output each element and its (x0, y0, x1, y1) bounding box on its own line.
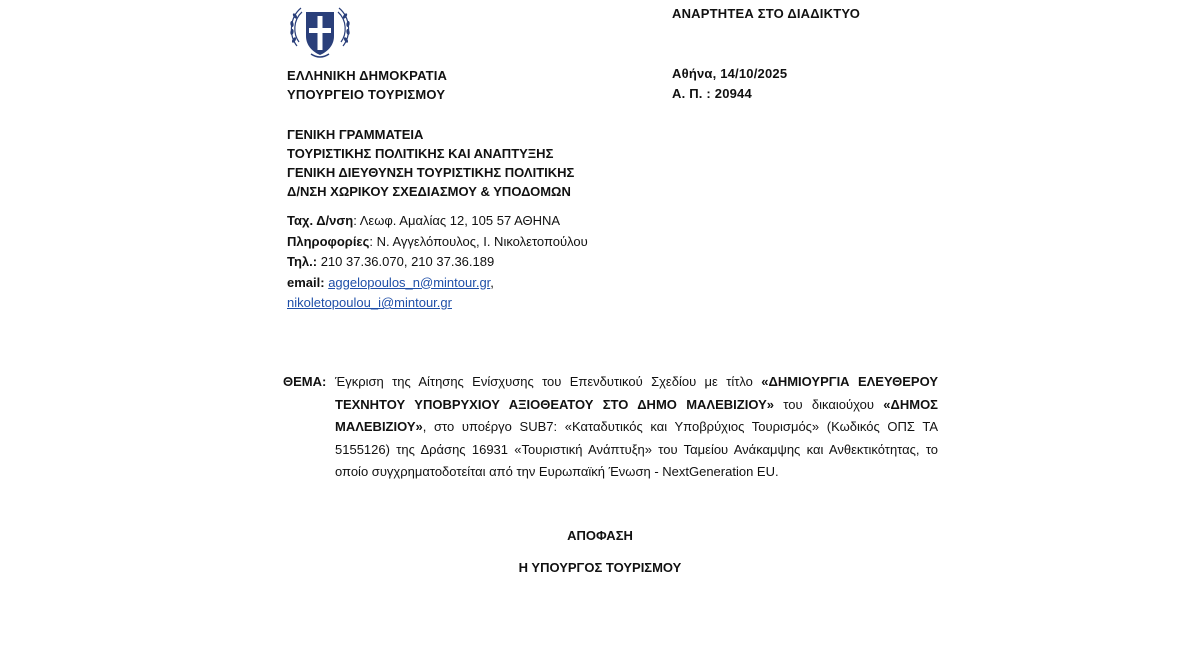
address-label: Ταχ. Δ/νση (287, 213, 354, 228)
posting-note: ΑΝΑΡΤΗΤΕΑ ΣΤΟ ΔΙΑΔΙΚΤΥΟ (672, 6, 861, 21)
department-line-2: ΤΟΥΡΙΣΤΙΚΗΣ ΠΟΛΙΤΙΚΗΣ ΚΑΙ ΑΝΑΠΤΥΞΗΣ (287, 146, 554, 161)
info-value: : Ν. Αγγελόπουλος, Ι. Νικολετοπούλου (369, 233, 588, 249)
email-line (287, 273, 588, 294)
subject-text-1: Έγκριση της Αίτησης Ενίσχυσης του Επενδυτικού Σχεδίου με τίτλο (335, 374, 762, 389)
ministry-name: ΥΠΟΥΡΓΕΙΟ ΤΟΥΡΙΣΜΟΥ (287, 87, 446, 102)
department-line-3: ΓΕΝΙΚΗ ΔΙΕΥΘΥΝΣΗ ΤΟΥΡΙΣΤΙΚΗΣ ΠΟΛΙΤΙΚΗΣ (287, 165, 575, 180)
email-separator: , (490, 274, 494, 290)
phone-label: Τηλ.: (287, 254, 318, 269)
subject-label: ΘΕΜΑ: (283, 374, 327, 389)
department-line-4: Δ/ΝΣΗ ΧΩΡΙΚΟΥ ΣΧΕΔΙΑΣΜΟΥ & ΥΠΟΔΟΜΩΝ (287, 184, 571, 199)
subject-beneficiary: «ΔΗΜΟΣ ΜΑΛΕΒΙΖΙΟΥ» (335, 396, 938, 434)
decision-title: ΑΠΟΦΑΣΗ (567, 528, 633, 543)
subject-paragraph (283, 371, 938, 484)
email-line-2 (287, 293, 588, 314)
phone-value: 210 37.36.070, 210 37.36.189 (317, 254, 495, 269)
greek-coat-of-arms-emblem (287, 2, 353, 62)
subject-text-3: , στο υποέργο SUB7: «Καταδυτικός και Υποβρύχιος Τουρισμός» (Κωδικός ΟΠΣ ΤΑ 5155126) της Δράσης 16931 «Τουριστική Ανάπτυξη» του Ταμείου Ανάκαμψης και Ανθεκτικότητας, το οποίο συγχρηματοδοτείται από την Ευρωπαϊκή Ένωση - NextGeneration EU. (335, 419, 938, 479)
department-block (287, 125, 574, 201)
phone-line (287, 252, 588, 273)
subject-text-2: του δικαιούχου (773, 396, 884, 412)
subject-body (335, 371, 938, 484)
info-label: Πληροφορίες (287, 233, 370, 249)
email-label: email: (287, 274, 325, 290)
info-line (287, 232, 588, 253)
protocol-number: Α. Π. : 20944 (672, 86, 752, 101)
decision-issuer: Η ΥΠΟΥΡΓΟΣ ΤΟΥΡΙΣΜΟΥ (518, 560, 682, 575)
email-link-1[interactable]: aggelopoulos_n@mintour.gr (328, 274, 491, 290)
address-value: : Λεωφ. Αμαλίας 12, 105 57 ΑΘΗΝΑ (353, 213, 561, 228)
contact-block (287, 211, 588, 314)
republic-name: ΕΛΛΗΝΙΚΗ ΔΗΜΟΚΡΑΤΙΑ (287, 68, 448, 83)
email-link-2[interactable]: nikoletopoulou_i@mintour.gr (287, 295, 452, 310)
address-line (287, 211, 588, 232)
subject-project-title: «ΔΗΜΙΟΥΡΓΙΑ ΕΛΕΥΘΕΡΟΥ ΤΕΧΝΗΤΟΥ ΥΠΟΒΡΥΧΙΟΥ ΑΞΙΟΘΕΑΤΟΥ ΣΤΟ ΔΗΜΟ ΜΑΛΕΒΙΖΙΟΥ» (335, 374, 939, 412)
place-date: Αθήνα, 14/10/2025 (672, 66, 788, 81)
department-line-1: ΓΕΝΙΚΗ ΓΡΑΜΜΑΤΕΙΑ (287, 127, 424, 142)
